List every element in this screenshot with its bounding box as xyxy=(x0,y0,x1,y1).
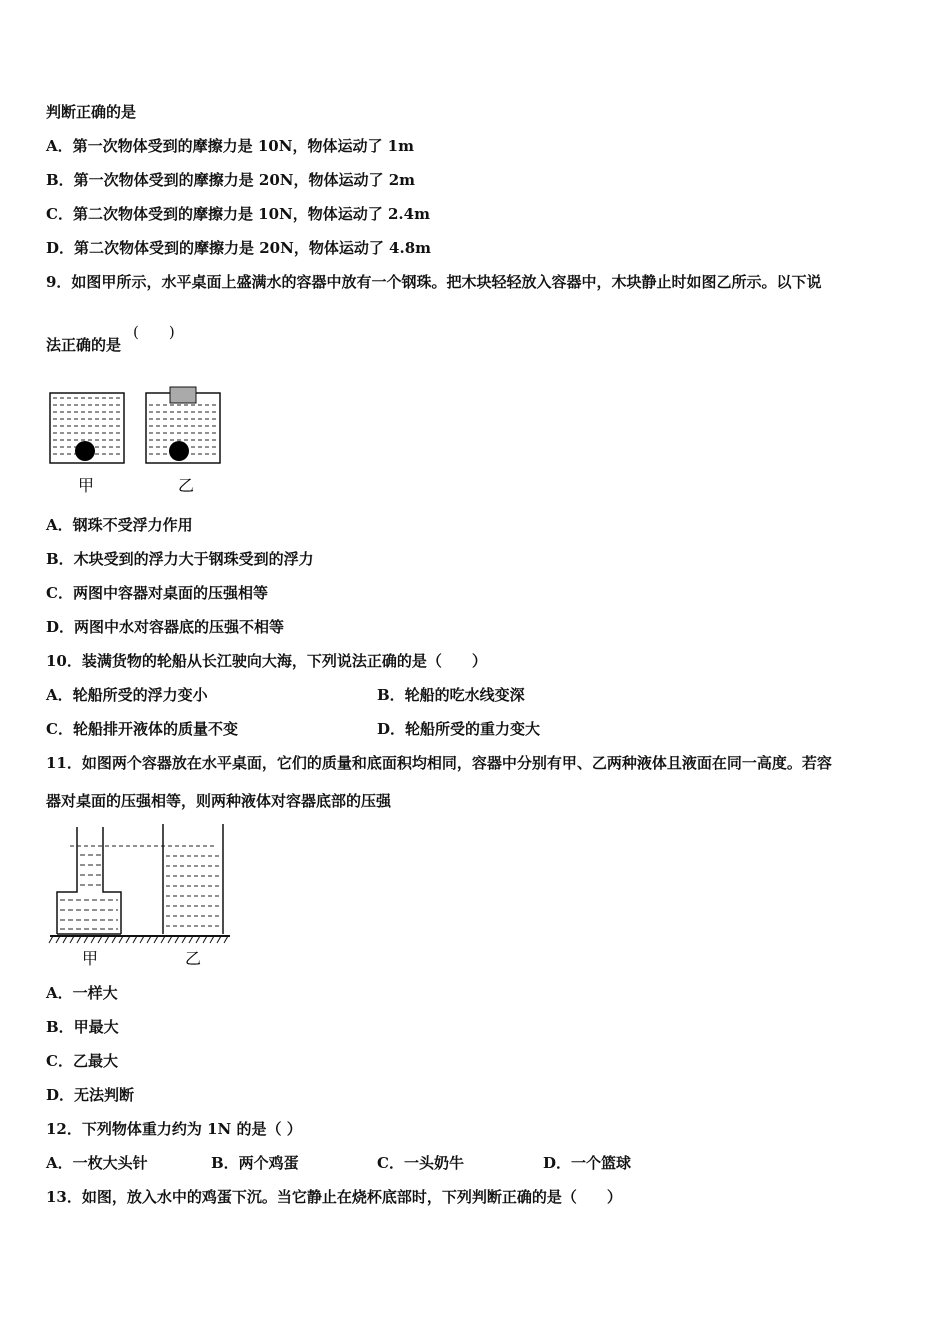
q13-stem: 13．如图，放入水中的鸡蛋下沉。当它静止在烧杯底部时，下列判断正确的是（ ） xyxy=(46,1188,622,1206)
q9-option-d: D．两图中水对容器底的压强不相等 xyxy=(46,618,285,636)
q9-stem-line1: 9．如图甲所示，水平桌面上盛满水的容器中放有一个钢珠。把木块轻轻放入容器中，木块静止时如图乙所示。以下说 xyxy=(46,273,822,291)
q9-option-a: A．钢珠不受浮力作用 xyxy=(46,516,193,534)
steel-ball-jia xyxy=(75,441,95,461)
q12-stem: 12．下列物体重力约为 1N 的是（ ） xyxy=(46,1120,302,1138)
q10-option-d: D．轮船所受的重力变大 xyxy=(377,720,541,738)
q11-stem-line2: 器对桌面的压强相等，则两种液体对容器底部的压强 xyxy=(46,792,392,810)
q12-option-a: A．一枚大头针 xyxy=(46,1154,148,1172)
q11-fig-label-jia: 甲 xyxy=(82,949,99,968)
container-jia xyxy=(50,393,124,463)
q9-stem-line2: 法正确的是 xyxy=(46,336,122,354)
q11-option-a: A．一样大 xyxy=(46,984,118,1002)
q8-option-a: A．第一次物体受到的摩擦力是 10N，物体运动了 1m xyxy=(46,137,414,155)
steel-ball-yi xyxy=(169,441,189,461)
q8-option-d: D．第二次物体受到的摩擦力是 20N，物体运动了 4.8m xyxy=(46,239,432,257)
container-jia xyxy=(57,827,121,934)
q8-option-c: C．第二次物体受到的摩擦力是 10N，物体运动了 2.4m xyxy=(46,205,430,223)
q11-stem-line1: 11．如图两个容器放在水平桌面，它们的质量和底面积均相同，容器中分别有甲、乙两种液体且液面在同一高度。若容 xyxy=(46,754,832,772)
q12-option-c: C．一头奶牛 xyxy=(377,1154,464,1172)
q9-option-c: C．两图中容器对桌面的压强相等 xyxy=(46,584,268,602)
q11-option-d: D．无法判断 xyxy=(46,1086,135,1104)
q9-answer-paren: ( ) xyxy=(133,323,175,341)
q11-figure xyxy=(45,822,235,970)
container-yi xyxy=(146,387,220,463)
wood-block xyxy=(170,387,196,403)
q8-option-b: B．第一次物体受到的摩擦力是 20N，物体运动了 2m xyxy=(46,171,416,189)
q10-option-a: A．轮船所受的浮力变小 xyxy=(46,686,208,704)
q9-figure xyxy=(45,385,235,500)
q11-option-c: C．乙最大 xyxy=(46,1052,118,1070)
table-surface xyxy=(49,936,230,943)
q9-fig-label-jia: 甲 xyxy=(78,476,95,495)
q11-option-b: B．甲最大 xyxy=(46,1018,119,1036)
q12-option-b: B．两个鸡蛋 xyxy=(211,1154,299,1172)
q10-stem: 10．装满货物的轮船从长江驶向大海，下列说法正确的是（ ） xyxy=(46,652,487,670)
container-yi xyxy=(163,824,223,934)
q10-option-c: C．轮船排开液体的质量不变 xyxy=(46,720,238,738)
q10-option-b: B．轮船的吃水线变深 xyxy=(377,686,525,704)
q9-option-b: B．木块受到的浮力大于钢珠受到的浮力 xyxy=(46,550,314,568)
q12-option-d: D．一个篮球 xyxy=(543,1154,632,1172)
q9-fig-label-yi: 乙 xyxy=(178,476,195,495)
q8-stem-tail: 判断正确的是 xyxy=(46,103,137,121)
q11-fig-label-yi: 乙 xyxy=(185,949,202,968)
